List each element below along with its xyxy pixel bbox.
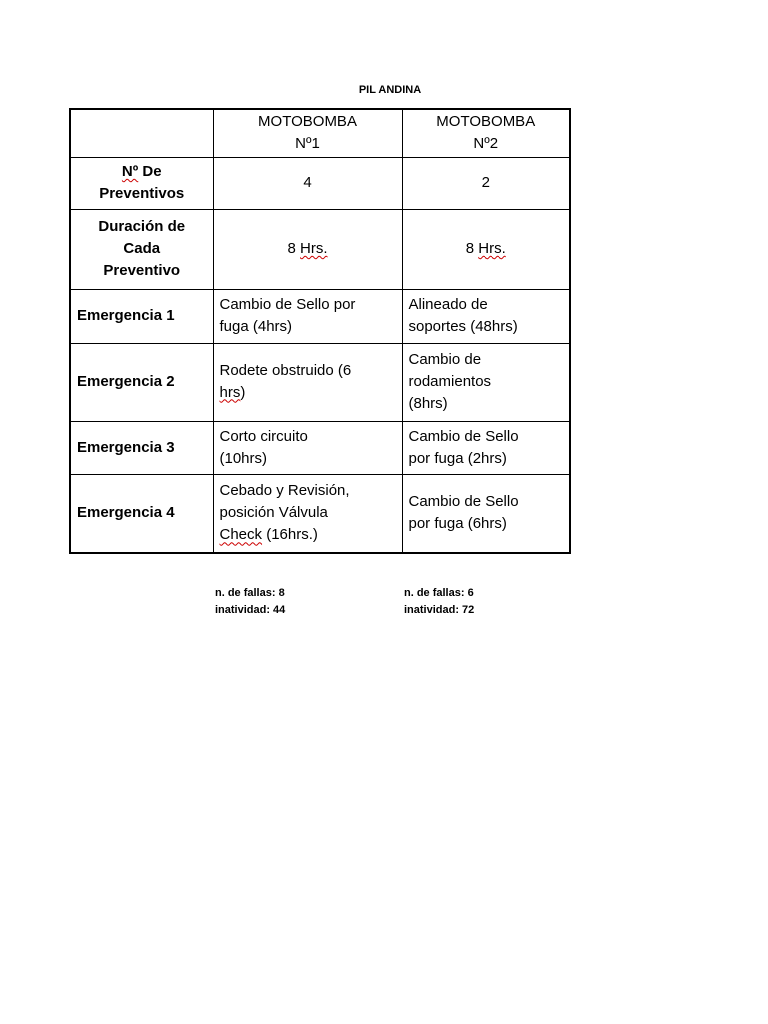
row-label-preventivos-prefix: Nº [121,163,139,180]
summary-m1-inatividad: inatividad: 44 [215,604,286,616]
cell-preventivos-m1: 4 [213,157,402,209]
cell-duracion-m2 [402,209,570,289]
maintenance-table [69,108,571,554]
cell-emergencia-2-m1 [213,343,402,421]
duracion-m2-unit: Hrs. [478,240,506,257]
table-header-row [70,109,570,157]
cell-emergencia-2-m2: Cambio de rodamientos (8hrs) [402,343,570,421]
table-row-preventivos [70,157,570,209]
row-label-duracion: Duración de Cada Preventivo [70,209,213,289]
cell-duracion-m1 [213,209,402,289]
cell-emergencia-3-m1: Corto circuito (10hrs) [213,421,402,474]
summary-motobomba-1 [215,585,285,619]
summary-m2-inatividad: inatividad: 72 [404,604,475,616]
row-label-preventivos [70,157,213,209]
emergencia-2-m1-end: ) [240,383,246,401]
header-motobomba-2: MOTOBOMBA Nº2 [402,109,570,157]
document-title: PIL ANDINA [358,84,422,96]
summary-m2-fallas: n. de fallas: 6 [404,587,474,599]
emergencia-4-m1-tail: Check [219,526,263,544]
table-row-emergencia-4 [70,474,570,553]
emergencia-2-m1-tail: hrs [219,383,241,401]
row-label-preventivos-rest: De Preventivos [99,163,185,202]
duracion-m1-number: 8 [287,240,296,257]
row-label-emergencia-3: Emergencia 3 [70,421,213,474]
table-row-emergencia-2 [70,343,570,421]
duracion-m2-number: 8 [465,240,475,257]
emergencia-4-m1-end: (16hrs.) [262,526,318,544]
row-label-emergencia-4: Emergencia 4 [70,474,213,553]
emergencia-2-m1-text: Rodete obstruido (6 [219,361,352,379]
summary-m1-fallas: n. de fallas: 8 [215,587,285,599]
cell-preventivos-m2: 2 [402,157,570,209]
header-motobomba-1: MOTOBOMBA Nº1 [213,109,402,157]
duracion-m1-unit: Hrs. [300,240,328,257]
cell-emergencia-1-m1: Cambio de Sello por fuga (4hrs) [213,289,402,343]
cell-emergencia-1-m2: Alineado de soportes (48hrs) [402,289,570,343]
cell-emergencia-4-m1 [213,474,402,553]
emergencia-4-m1-text: Cebado y Revisión, posición Válvula [219,482,350,522]
table-row-duracion [70,209,570,289]
header-empty-cell [70,109,213,157]
row-label-emergencia-2: Emergencia 2 [70,343,213,421]
summary-motobomba-2 [404,585,474,619]
cell-emergencia-3-m2: Cambio de Sello por fuga (2hrs) [402,421,570,474]
row-label-emergencia-1: Emergencia 1 [70,289,213,343]
table-row-emergencia-3 [70,421,570,474]
table-row-emergencia-1 [70,289,570,343]
cell-emergencia-4-m2: Cambio de Sello por fuga (6hrs) [402,474,570,553]
